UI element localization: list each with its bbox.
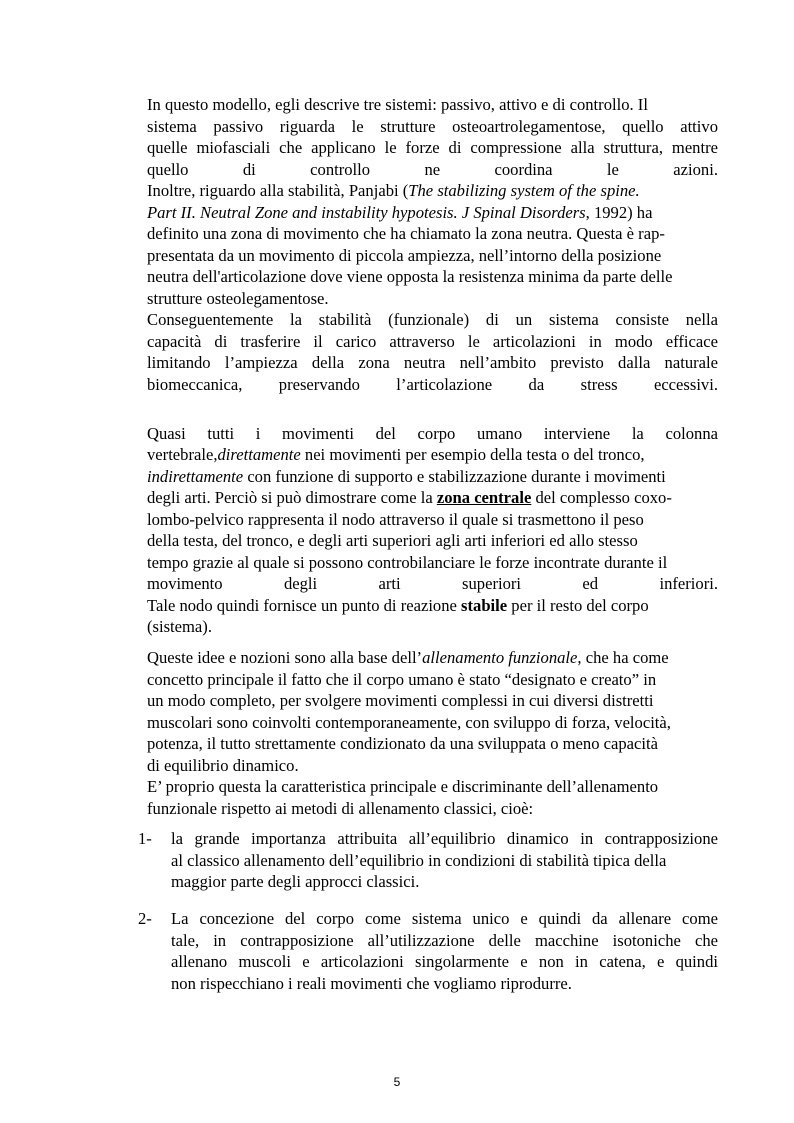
p3-line-7: E’ proprio questa la caratteristica principale e discriminante dell’allenamento bbox=[147, 777, 659, 796]
p1-line-3: quelle miofasciali che applicano le forze di compressione alla struttura, mentre bbox=[147, 138, 718, 157]
p1-line-13: limitando l’ampiezza della zona neutra nell’ambito previsto dalla naturale bbox=[147, 353, 718, 372]
list-item-2-line-4: non rispecchiano i reali movimenti che vogliamo riprodurre. bbox=[171, 974, 572, 993]
p2-line-4c: del complesso coxo- bbox=[531, 488, 672, 507]
p1-line-5a: Inoltre, riguardo alla stabilità, Panjabi ( bbox=[147, 181, 409, 200]
p2-line-6: della testa, del tronco, e degli arti superiori agli arti inferiori ed allo stesso bbox=[147, 531, 638, 550]
p3-line-5: potenza, il tutto strettamente condizionato da una sviluppata o meno capacità bbox=[147, 734, 659, 753]
p3-line-1 bbox=[147, 647, 718, 668]
citation-title-1: The stabilizing system of the spine. bbox=[408, 181, 640, 200]
p1-line-7: definito una zona di movimento che ha chiamato la zona neutra. Questa è rap- bbox=[147, 224, 665, 243]
p3-line-3: un modo completo, per svolgere movimenti complessi in cui diversi distretti bbox=[147, 691, 654, 710]
p2-line-1: Quasi tutti i movimenti del corpo umano interviene la colonna bbox=[147, 424, 718, 443]
p3-line-2: concetto principale il fatto che il corpo umano è stato “designato e creato” in bbox=[147, 670, 657, 689]
p2-line-10: (sistema). bbox=[147, 617, 212, 636]
p3-line-1a: Queste idee e nozioni sono alla base dell’ bbox=[147, 648, 423, 667]
p2-line-2c: nei movimenti per esempio della testa o del tronco, bbox=[300, 445, 645, 464]
list-item-1-line-3: maggior parte degli approcci classici. bbox=[171, 872, 420, 891]
list-item-2-number: 2- bbox=[138, 909, 152, 928]
p1-line-2: sistema passivo riguarda le strutture osteoartrolegamentose, quello attivo bbox=[147, 117, 718, 136]
p1-line-11: Conseguentemente la stabilità (funzionale) di un sistema consiste nella bbox=[147, 310, 718, 329]
p2-line-7: tempo grazie al quale si possono controbilanciare le forze incontrate durante il bbox=[147, 553, 668, 572]
p2-italic-indirettamente: indirettamente bbox=[147, 467, 244, 486]
p3-italic-allenamento-funzionale: allenamento funzionale bbox=[422, 648, 578, 667]
list-item-2-line-2: tale, in contrapposizione all’utilizzazione delle macchine isotoniche che bbox=[171, 931, 718, 950]
p2-line-3 bbox=[147, 466, 718, 487]
p1-line-10: strutture osteolegamentose. bbox=[147, 289, 329, 308]
p2-line-8: movimento degli arti superiori ed inferiori. bbox=[147, 574, 718, 593]
p2-line-9 bbox=[147, 595, 718, 616]
p3-line-1c: , che ha come bbox=[577, 648, 669, 667]
p2-italic-direttamente: direttamente bbox=[217, 445, 301, 464]
p3-line-8: funzionale rispetto ai metodi di allenamento classici, cioè: bbox=[147, 799, 534, 818]
list-item-1-number: 1- bbox=[138, 829, 152, 848]
list-item-1-line-1: la grande importanza attribuita all’equilibrio dinamico in contrapposizione bbox=[171, 829, 718, 848]
p2-line-4a: degli arti. Perciò si può dimostrare come la bbox=[147, 488, 437, 507]
p1-line-5 bbox=[147, 180, 718, 201]
p3-line-6: di equilibrio dinamico. bbox=[147, 756, 299, 775]
p1-line-4: quello di controllo ne coordina le azioni. bbox=[147, 160, 718, 179]
list-item-2-line-3: allenano muscoli e articolazioni singolarmente e non in catena, e quindi bbox=[171, 952, 718, 971]
p2-line-5: lombo-pelvico rappresenta il nodo attraverso il quale si trasmettono il peso bbox=[147, 510, 644, 529]
p2-line-9a: Tale nodo quindi fornisce un punto di reazione bbox=[147, 596, 462, 615]
p1-line-8: presentata da un movimento di piccola ampiezza, nell’intorno della posizione bbox=[147, 246, 662, 265]
citation-title-2: Part II. Neutral Zone and instability hypotesis. J Spinal Disorders bbox=[147, 203, 586, 222]
p1-line-12: capacità di trasferire il carico attraverso le articolazioni in modo efficace bbox=[147, 332, 718, 351]
page-number: 5 bbox=[393, 1075, 401, 1089]
list-item-1-line-2: al classico allenamento dell’equilibrio in condizioni di stabilità tipica della bbox=[171, 851, 667, 870]
p2-line-9c: per il resto del corpo bbox=[507, 596, 649, 615]
p1-line-9: neutra dell'articolazione dove viene opposta la resistenza minima da parte delle bbox=[147, 267, 673, 286]
p2-line-3b: con funzione di supporto e stabilizzazione durante i movimenti bbox=[243, 467, 666, 486]
p2-line-2a: vertebrale, bbox=[147, 445, 218, 464]
p1-line-6b: , 1992) ha bbox=[585, 203, 653, 222]
p3-line-4: muscolari sono coinvolti contemporaneamente, con sviluppo di forza, velocità, bbox=[147, 713, 671, 732]
p2-bold-stabile: stabile bbox=[461, 596, 508, 615]
p2-line-4 bbox=[147, 487, 718, 508]
p1-line-1: In questo modello, egli descrive tre sistemi: passivo, attivo e di controllo. Il bbox=[147, 95, 648, 114]
p1-line-14: biomeccanica, preservando l’articolazione da stress eccessivi. bbox=[147, 375, 718, 394]
list-item-2-line-1: La concezione del corpo come sistema unico e quindi da allenare come bbox=[171, 909, 718, 928]
p2-bold-zona-centrale: zona centrale bbox=[436, 488, 532, 507]
p1-line-6 bbox=[147, 202, 718, 223]
p2-line-2 bbox=[147, 444, 718, 465]
